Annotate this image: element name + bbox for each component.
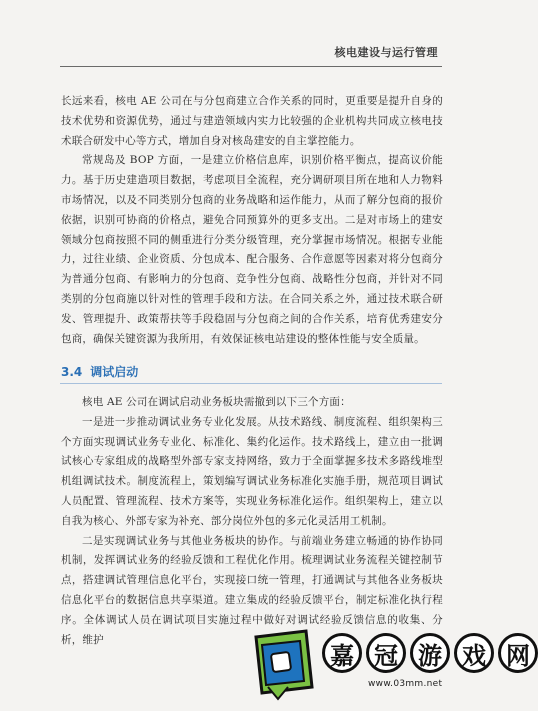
running-header-title: 核电建设与运行管理 [334,46,438,59]
watermark-logo [248,627,530,707]
watermark-char: 网 [498,633,538,673]
body-text-block-1 [61,92,443,349]
watermark-text [322,633,538,673]
body-text-block-2 [61,393,443,650]
watermark-char: 游 [410,633,450,673]
paragraph: 核电 AE 公司在调试启动业务板块需撤到以下三个方面： [82,396,351,408]
paragraph: 常规岛及 BOP 方面，一是建立价格信息库，识别价格平衡点，提高议价能力。基于历史建造项目数据，考虑项目全流程，充分调研项目所在地和人力物料市场情况，以及不同类别分包商的业务战略和运作能力，从而了解分包商的报价依据，识别可协商的价格点，避免合同预算外的更多支出。二是对市场上的建安领域分包商按照不同的侧重进行分类分级管理，充分掌握市场情况。根据专业能力，过往业绩、企业资质、分包成本、配合服务、合作意愿等因素对将分包商分为普通分包商、有影响力的分包商、竞争性分包商、战略性分包商，并针对不同类别的分包商施以针对性的管理手段和方法。在合同关系之外，通过技术联合研发、管理提升、政策帮扶等手段稳固与分包商之间的合作关系，培育优秀建安分包商，确保关键资源为我所用，有效保证核电站建设的整体性能与安全质量。 [61,154,443,345]
section-number: 3.4 [61,365,83,379]
section-heading [61,363,138,380]
section-title: 调试启动 [90,365,139,379]
watermark-char: 戏 [454,633,494,673]
paragraph: 一是进一步推动调试业务专业化发展。从技术路线、制度流程、组织架构三个方面实现调试业务专业化、标准化、集约化运作。技术路线上，建立由一批调试核心专家组成的战略型外部专家支持网络，致力于全面掌握多技术多路线堆型机组调试技术。制度流程上，策划编写调试业务标准化实施手册，规范项目调试人员配置、管理流程、技术方案等，实现业务标准化运作。组织架构上，建立以自我为核心、外部专家为补充、部分岗位外包的多元化灵活用工机制。 [61,415,443,527]
section-divider [60,383,442,384]
header-divider [60,66,442,67]
paragraph: 二是实现调试业务与其他业务板块的协作。与前端业务建立畅通的协作协同机制，发挥调试业务的经验反馈和工程优化作用。梳理调试业务流程关键控制节点，搭建调试管理信息化平台，实现接口统一管理，打通调试与其他各业务板块信息化平台的数据信息共享渠道。建立集成的经验反馈平台，制定标准化执行程序。全体调试人员在调试项目实施过程中做好对调试经验反馈信息的收集、分析，维护 [61,534,443,646]
badge-icon [248,627,318,701]
watermark-char: 嘉 [322,633,362,673]
paragraph: 长远来看，核电 AE 公司在与分包商建立合作关系的同时，更重要是提升自身的技术优势和资源优势，通过与建造领域内实力比较强的企业机构共同成立核电技术联合研发中心等方式，增加自身对核岛建安的自主掌控能力。 [61,95,443,147]
watermark-url: www.03mm.net [368,679,443,689]
watermark-char: 冠 [366,633,406,673]
